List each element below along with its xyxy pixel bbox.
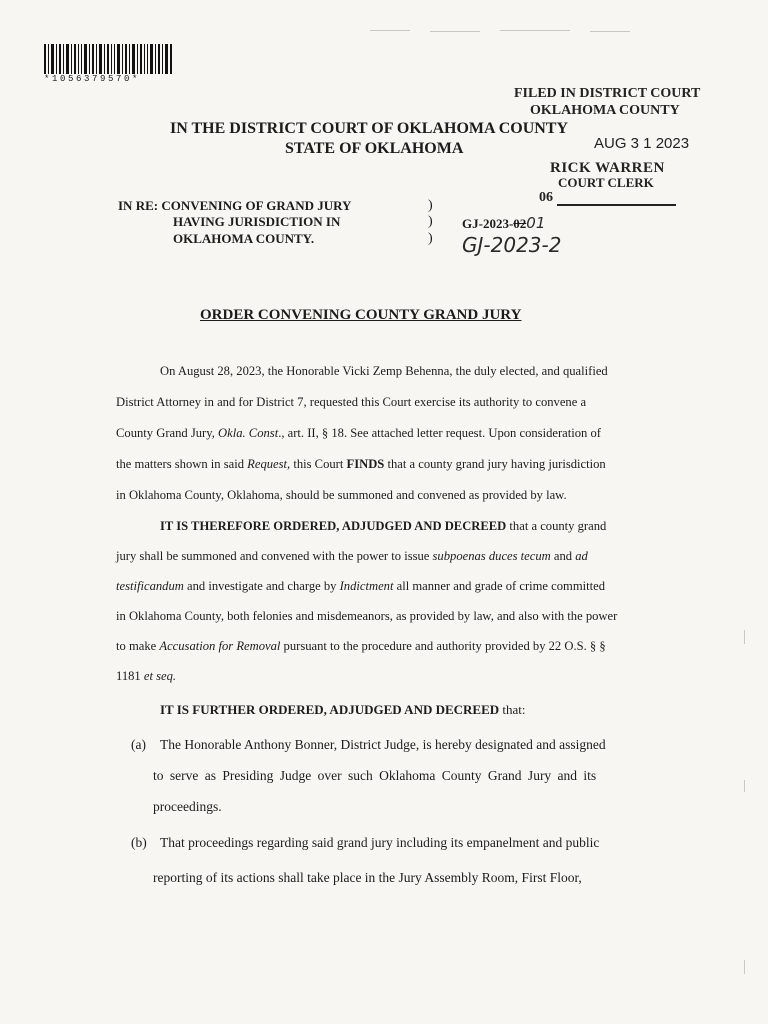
signature-line [557,204,676,206]
scan-artifact [744,780,745,792]
case-struck: 02 [513,216,527,231]
court-heading-line2: STATE OF OKLAHOMA [285,140,464,157]
item-a-line2: to serve as Presiding Judge over such Oklahoma County Grand Jury and its [153,768,597,783]
text-run: and investigate and charge by [183,579,340,593]
text-run: to make [116,639,160,653]
text-run: that a county grand [506,519,607,533]
item-b-line1: That proceedings regarding said grand jury including its empanelment and public [160,835,600,850]
para2-line5 [116,639,606,654]
para1-line2: District Attorney in and for District 7, requested this Court exercise its authority to convene a [116,395,587,409]
para2-line6 [116,669,176,684]
para1-line1: On August 28, 2023, the Honorable Vicki Zemp Behenna, the duly elected, and qualified [160,364,608,378]
item-a-line1: The Honorable Anthony Bonner, District Judge, is hereby designated and assigned [160,737,606,752]
text-run: this Court [290,457,347,471]
deputy-prefix: 06 [539,190,553,205]
para2-line1 [160,519,606,534]
text-run: 1181 [116,669,144,683]
latin-italic: testificandum [116,579,184,593]
item-a-marker: (a) [131,737,146,752]
clerk-title: COURT CLERK [558,175,654,190]
court-heading-line1: IN THE DISTRICT COURT OF OKLAHOMA COUNTY [170,120,569,137]
para2-line4: in Oklahoma County, both felonies and misdemeanors, as provided by law, and also with the power [116,609,618,623]
item-b-line2: reporting of its actions shall take place in the Jury Assembly Room, First Floor, [153,870,582,885]
caption-line2: HAVING JURISDICTION IN [173,214,341,229]
text-run: and [550,549,576,563]
case-handwritten-alt: GJ-2023-2 [462,233,562,257]
text-run: all manner and grade of crime committed [393,579,606,593]
case-prefix: GJ-2023- [462,216,514,231]
filed-stamp-line2: OKLAHOMA COUNTY [530,103,680,118]
filed-stamp-line1: FILED IN DISTRICT COURT [514,86,701,101]
barcode-image [44,44,172,74]
text-run: that a county grand jury having jurisdiction [384,457,606,471]
latin-italic: subpoenas duces tecum [432,549,551,563]
et-seq-italic: et seq. [143,669,177,683]
caption-paren: ) [428,214,433,229]
indictment-italic: Indictment [339,579,394,593]
case-number [462,214,545,232]
finds-bold: FINDS [346,457,385,471]
text-run: the matters shown in said [116,457,248,471]
barcode-number: *1056379570* [44,74,141,84]
para1-line3 [116,426,601,441]
citation-italic: Okla. Const [218,426,279,440]
case-handwritten: 01 [526,214,546,232]
scan-artifact [590,31,630,32]
para1-line4 [116,457,606,472]
para3-line1 [160,702,526,718]
latin-italic: ad [575,549,588,563]
order-title: ORDER CONVENING COUNTY GRAND JURY [200,307,522,323]
text-run: County Grand Jury, [116,426,219,440]
scan-artifact [744,630,745,644]
item-b-marker: (b) [131,835,147,850]
text-run: pursuant to the procedure and authority provided by 22 O.S. § § [280,639,606,653]
text-run: jury shall be summoned and convened with the power to issue [116,549,433,563]
para2-line2 [116,549,588,564]
scan-artifact [370,30,410,31]
text-run: ., art. II, § 18. See attached letter request. Upon consideration of [278,426,601,440]
caption-line3: OKLAHOMA COUNTY. [173,231,315,246]
item-a-line3: proceedings. [153,799,222,814]
scan-artifact [500,30,570,31]
scan-artifact [744,960,745,974]
caption-paren: ) [428,198,433,213]
decree-bold: IT IS THEREFORE ORDERED, ADJUDGED AND DECREED [160,519,507,533]
para1-line5: in Oklahoma County, Oklahoma, should be summoned and convened as provided by law. [116,488,567,502]
caption-line1: IN RE: CONVENING OF GRAND JURY [118,198,352,213]
accusation-italic: Accusation for Removal [159,639,281,653]
request-italic: Request, [247,457,291,471]
text-run: that: [499,702,526,717]
clerk-name: RICK WARREN [550,160,665,176]
para2-line3 [116,579,605,594]
caption-paren: ) [428,231,433,246]
scan-artifact [430,31,480,32]
filed-stamp-date: AUG 3 1 2023 [594,135,690,152]
decree-bold: IT IS FURTHER ORDERED, ADJUDGED AND DECREED [160,702,500,717]
